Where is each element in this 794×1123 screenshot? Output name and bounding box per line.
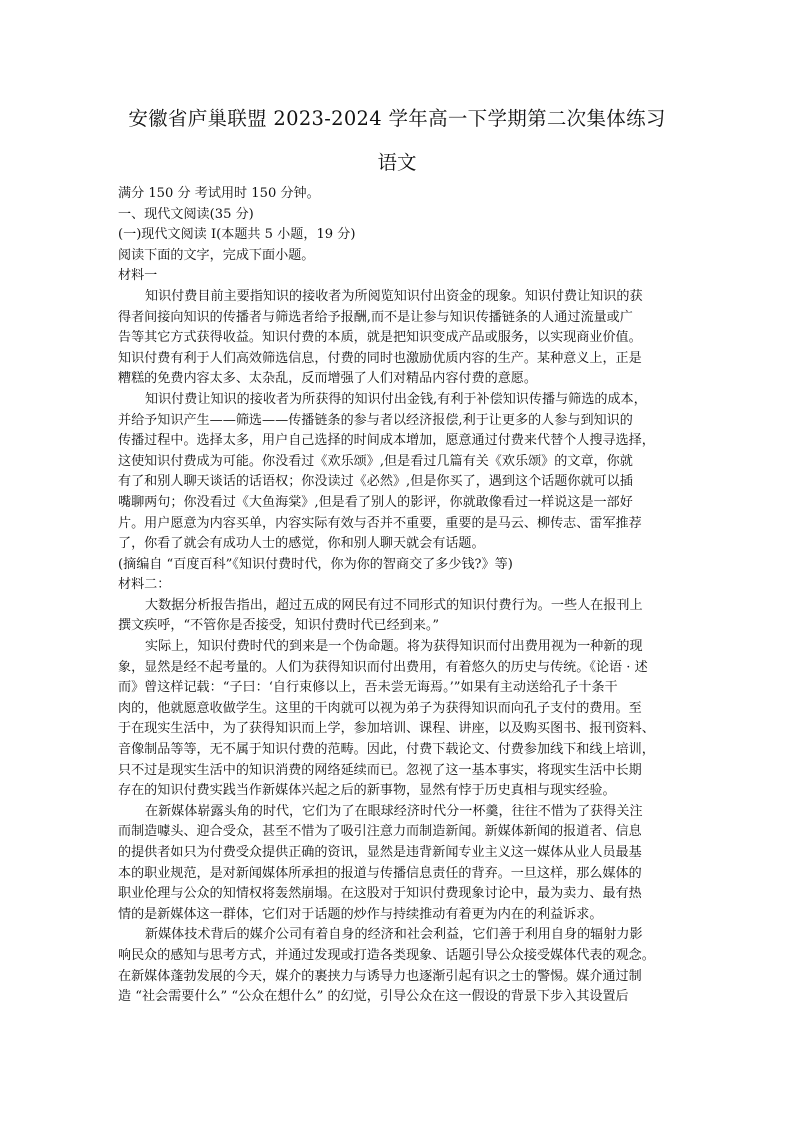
paragraph-line: 嘴聊两句；你没看过《大鱼海棠》,但是看了别人的影评，你就敢像看过一样说这是一部好 [118,494,633,510]
paragraph-line: 片。用户愿意为内容买单，内容实际有效与否并不重要，重要的是马云、柳传志、雷军推荐 [118,515,642,531]
paragraph-line: 职业伦理与公众的知情权将轰然崩塌。在这股对于知识付费现象讨论中，最为卖力、最有热 [118,886,642,902]
paragraph-line: 糟糕的免费内容太多、太杂乱，反而增强了人们对精品内容付费的意愿。 [118,371,537,387]
subsection-heading: (一)现代文阅读 I(本题共 5 小题，19 分) [118,227,356,243]
paragraph-line: 的提供者如只为付费受众提供正确的资讯，显然是违背新闻专业主义这一媒体从业人员最基 [118,845,642,860]
paragraph-line: 知识付费目前主要指知识的接收者为所阅览知识付出资金的现象。知识付费让知识的获 [145,288,643,304]
paragraph-line: 了，你看了就会有成功人士的感觉，你和别人聊天就会有话题。 [118,536,485,552]
paragraph-line: 有了和别人聊天谈话的话语权；你没读过《必然》,但是你买了，遇到这个话题你就可以插 [118,474,633,490]
source-citation: (摘编自 “百度百科”《知识付费时代，你为你的智商交了多少钱?》等) [118,556,513,572]
paragraph-line: 告等其它方式获得收益。知识付费的本质，就是把知识变成产品或服务，以实现商业价值。 [118,330,642,346]
paragraph-line: 只不过是现实生活中的知识消费的网络延续而已。忽视了这一基本事实，将现实生活中长期 [118,762,642,778]
material2-paragraph-4 [118,925,676,1007]
paragraph-line: 得者间接向知识的传播者与筛选者给予报酬,而不是让参与知识传播链条的人通过流量或广 [118,309,633,325]
material1-paragraph-1 [118,287,676,390]
paragraph-line: 造 “社会需要什么” “公众在想什么” 的幻觉，引导公众在这一假设的背景下步入其设置后 [118,989,629,1005]
paragraph-line: 大数据分析报告指出，超过五成的网民有过不同形式的知识付费行为。一些人在报刊上 [145,597,643,613]
material-label: 材料一 [118,268,158,284]
instruction-line: 阅读下面的文字，完成下面小题。 [118,247,315,263]
document-body [118,184,676,1008]
paragraph-line: 新媒体技术背后的媒介公司有着自身的经济和社会利益，它们善于利用自身的辐射力影 [145,927,643,943]
paragraph-line: 而制造噱头、迎合受众，甚至不惜为了吸引注意力而制造新闻。新媒体新闻的报道者、信息 [118,824,642,840]
paragraph-line: 这使知识付费成为可能。你没看过《欢乐颂》,但是看过几篇有关《欢乐颂》的文章，你就 [118,453,633,469]
paragraph-line: 在新媒体崭露头角的时代，它们为了在眼球经济时代分一杯羹，往往不惜为了获得关注 [145,803,643,819]
paragraph-line: 本的职业规范，是对新闻媒体所承担的报道与传播信息责任的背弃。一旦这样，那么媒体的 [118,865,642,881]
paragraph-line: 撰文疾呼，“不管你是否接受，知识付费时代已经到来。” [118,618,440,634]
document-title: 安徽省庐巢联盟 2023-2024 学年高一下学期第二次集体练习 [128,107,666,130]
paragraph-line: 情的是新媒体这一群体，它们对于话题的炒作与持续推动有着更为内在的利益诉求。 [118,906,603,922]
paragraph-line: 而》曾这样记载：“子曰：‘自行束修以上，吾未尝无诲焉。’”如果有主动送给孔子十条干 [118,680,618,696]
paragraph-line: 音像制品等等，无不属于知识付费的范畴。因此，付费下载论文、付费参加线下和线上培训， [118,742,655,758]
material-label: 材料二： [118,577,171,593]
subject-title: 语文 [377,151,417,174]
paragraph-line: 存在的知识付费实践当作新媒体兴起之后的新事物，显然有悖于历史真相与现实经验。 [118,783,616,799]
paragraph-line: 于在现实生活中，为了获得知识而上学，参加培训、课程、讲座，以及购买图书、报刊资料、 [118,721,655,737]
material1-paragraph-2 [118,390,676,555]
paragraph-line: 在新媒体蓬勃发展的今天，媒介的裹挟力与诱导力也逐渐引起有识之士的警惕。媒介通过制 [118,968,642,984]
material2-paragraph-3 [118,802,676,926]
paragraph-line: 并给予知识产生——筛选——传播链条的参与者以经济报偿,利于让更多的人参与到知识的 [118,412,633,428]
section-heading: 一、现代文阅读(35 分) [118,206,254,222]
exam-info-line: 满分 150 分 考试用时 150 分钟。 [118,186,320,201]
paragraph-line: 实际上，知识付费时代的到来是一个伪命题。将为获得知识而付出费用视为一种新的现 [145,639,643,655]
material2-paragraph-1 [118,596,676,637]
paragraph-line: 知识付费让知识的接收者为所获得的知识付出金钱,有利于补偿知识传播与筛选的成本， [145,391,647,407]
paragraph-line: 知识付费有利于人们高效筛选信息，付费的同时也激励优质内容的生产。某种意义上，正是 [118,350,642,366]
paragraph-line: 响民众的感知与思考方式，并通过发现或打造各类现象、话题引导公众接受媒体代表的观念。 [118,947,655,963]
paragraph-line: 象，显然是经不起考量的。人们为获得知识而付出费用，有着悠久的历史与传统。《论语 · 述 [118,659,648,675]
paragraph-line: 传播过程中。选择太多，用户自己选择的时间成本增加，愿意通过付费来代替个人搜寻选择， [118,433,655,449]
material2-paragraph-2 [118,637,676,802]
paragraph-line: 肉的，他就愿意收做学生。这里的干肉就可以视为弟子为获得知识而向孔子支付的费用。至 [118,700,642,716]
